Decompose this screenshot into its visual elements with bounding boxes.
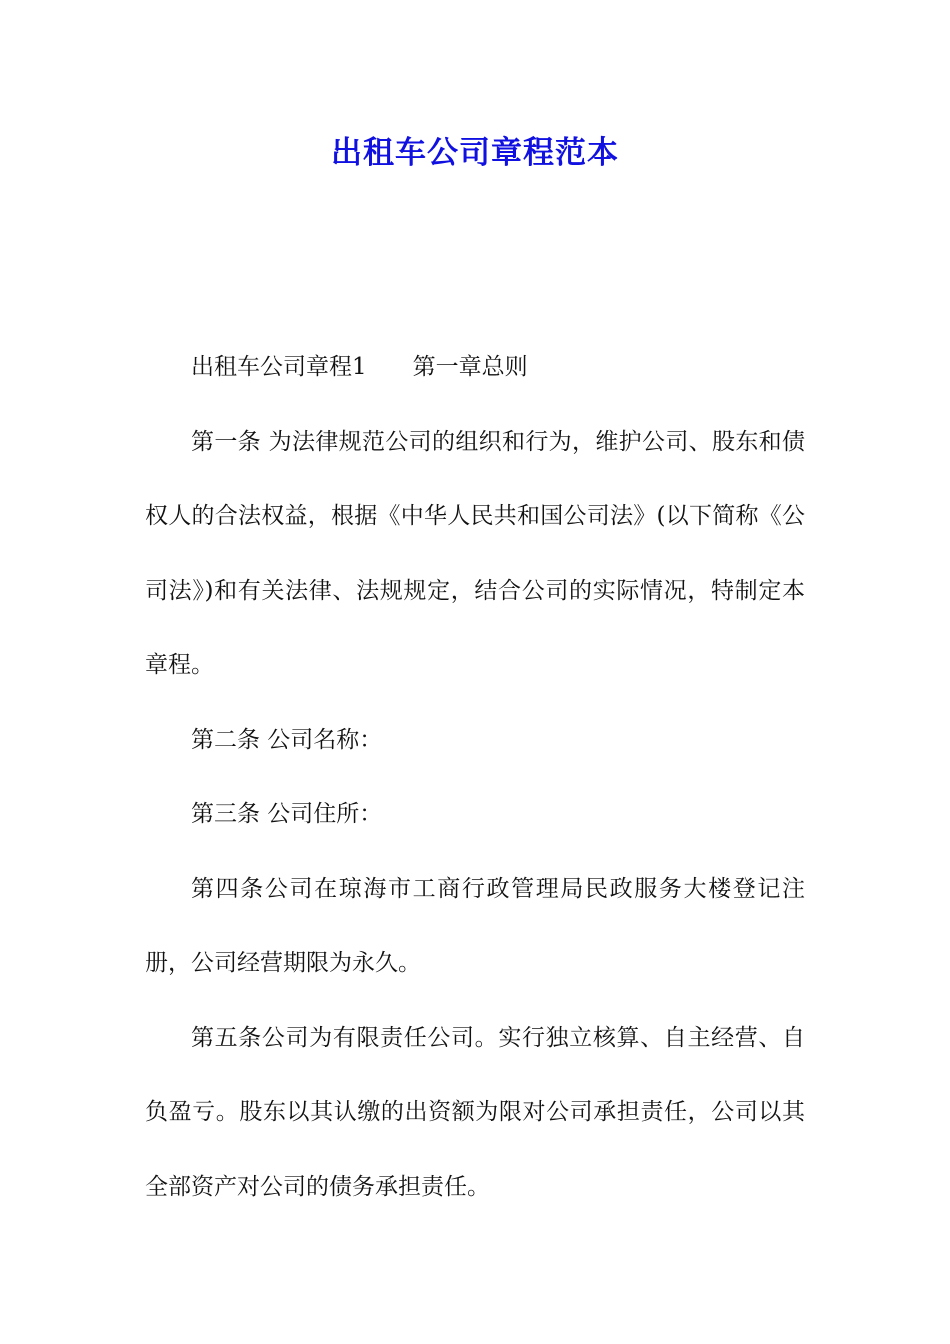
paragraph-article-4: 第四条公司在琼海市工商行政管理局民政服务大楼登记注册，公司经营期限为永久。 [145, 875, 805, 976]
paragraph-chapter-heading: 出租车公司章程1 第一章总则 [191, 354, 528, 380]
document-body [145, 330, 805, 1224]
paragraph-article-5: 第五条公司为有限责任公司。实行独立核算、自主经营、自负盈亏。股东以其认缴的出资额为限对公司承担责任，公司以其全部资产对公司的债务承担责任。 [145, 1024, 805, 1200]
paragraph-article-3: 第三条 公司住所： [191, 801, 383, 827]
document-title: 出租车公司章程范本 [331, 135, 619, 171]
paragraph-article-2: 第二条 公司名称： [191, 726, 383, 753]
paragraph-article-1: 第一条 为法律规范公司的组织和行为，维护公司、股东和债权人的合法权益，根据《中华人民共和国公司法》(以下简称《公司法》)和有关法律、法规规定，结合公司的实际情况，特制定本章程。 [145, 428, 805, 678]
